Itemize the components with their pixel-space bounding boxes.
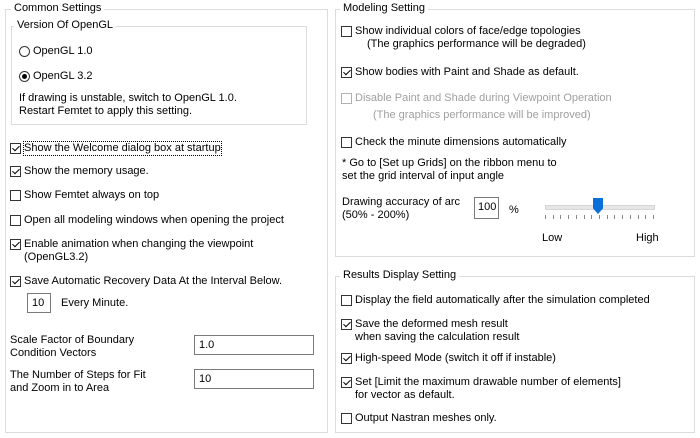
checkbox-checked-icon xyxy=(10,276,21,287)
nastran-only-label: Output Nastran meshes only. xyxy=(355,412,497,424)
slider-tick xyxy=(653,215,654,219)
recovery-interval-input[interactable]: 10 xyxy=(27,293,51,313)
checkbox-disabled-icon xyxy=(341,93,352,104)
checkbox-icon xyxy=(341,295,352,306)
checkbox-checked-icon xyxy=(10,143,21,154)
enable-animation-label-line1: Enable animation when changing the viewpoint xyxy=(24,238,254,250)
limit-elements-checkbox[interactable] xyxy=(341,376,621,402)
grid-note-line1: * Go to [Set up Grids] on the ribbon menu to xyxy=(342,157,557,169)
display-field-checkbox[interactable] xyxy=(341,294,650,307)
femtet-on-top-label: Show Femtet always on top xyxy=(24,189,160,201)
slider-tick xyxy=(553,215,554,219)
minute-dims-label: Check the minute dimensions automatically xyxy=(355,136,567,148)
opengl-10-radio[interactable] xyxy=(19,45,93,58)
opengl-note-line1: If drawing is unstable, switch to OpenGL 1.0. xyxy=(19,92,237,104)
slider-tick xyxy=(622,215,623,219)
slider-high-label: High xyxy=(636,232,659,244)
save-deformed-checkbox[interactable] xyxy=(341,318,519,344)
common-settings-title: Common Settings xyxy=(11,2,104,15)
open-all-windows-checkbox[interactable] xyxy=(10,214,284,227)
slider-tick xyxy=(584,215,585,219)
femtet-on-top-checkbox[interactable] xyxy=(10,189,159,202)
checkbox-checked-icon xyxy=(10,166,21,177)
opengl-10-label: OpenGL 1.0 xyxy=(33,45,93,57)
opengl-version-title: Version Of OpenGL xyxy=(14,19,116,32)
individual-colors-checkbox[interactable] xyxy=(341,25,586,51)
slider-tick xyxy=(607,215,608,219)
paint-shade-checkbox[interactable] xyxy=(341,66,579,79)
enable-animation-checkbox[interactable] xyxy=(10,238,253,264)
save-deformed-label-line1: Save the deformed mesh result xyxy=(355,318,508,330)
slider-tick xyxy=(560,215,561,219)
arc-accuracy-unit: % xyxy=(509,204,519,216)
slider-tick xyxy=(591,215,592,219)
auto-recovery-checkbox[interactable] xyxy=(10,275,282,288)
zoom-steps-label-line2: and Zoom in to Area xyxy=(10,382,110,394)
checkbox-icon xyxy=(341,137,352,148)
disable-paint-label-line2: (The graphics performance will be improved) xyxy=(373,109,591,121)
checkbox-icon xyxy=(10,215,21,226)
recovery-interval-unit: Every Minute. xyxy=(61,297,129,309)
radio-selected-icon xyxy=(19,71,30,82)
opengl-note-line2: Restart Femtet to apply this setting. xyxy=(19,105,193,117)
radio-circle-icon xyxy=(19,46,30,57)
scale-factor-input[interactable]: 1.0 xyxy=(194,335,314,355)
opengl-32-radio[interactable] xyxy=(19,70,93,83)
checkbox-checked-icon xyxy=(341,353,352,364)
checkbox-icon xyxy=(341,413,352,424)
show-welcome-checkbox[interactable] xyxy=(10,142,221,155)
slider-low-label: Low xyxy=(542,232,563,244)
checkbox-checked-icon xyxy=(341,377,352,388)
arc-accuracy-label-line1: Drawing accuracy of arc xyxy=(342,196,460,208)
results-display-title: Results Display Setting xyxy=(340,269,459,282)
disable-paint-label-line1: Disable Paint and Shade during Viewpoint Operation xyxy=(355,92,612,104)
slider-tick xyxy=(545,215,546,219)
scale-factor-label-line2: Condition Vectors xyxy=(10,347,97,359)
slider-tick xyxy=(645,215,646,219)
checkbox-icon xyxy=(341,26,352,37)
minute-dims-checkbox[interactable] xyxy=(341,136,567,149)
checkbox-checked-icon xyxy=(341,67,352,78)
nastran-only-checkbox[interactable] xyxy=(341,412,497,425)
show-welcome-label: Show the Welcome dialog box at startup xyxy=(24,142,221,154)
slider-tick xyxy=(638,215,639,219)
show-memory-checkbox[interactable] xyxy=(10,165,149,178)
slider-tick xyxy=(630,215,631,219)
zoom-steps-input[interactable]: 10 xyxy=(194,369,314,389)
slider-tick xyxy=(576,215,577,219)
show-memory-label: Show the memory usage. xyxy=(24,165,149,177)
paint-shade-label: Show bodies with Paint and Shade as default. xyxy=(355,66,579,78)
slider-tick xyxy=(614,215,615,219)
auto-recovery-label: Save Automatic Recovery Data At the Interval Below. xyxy=(24,275,283,287)
scale-factor-label-line1: Scale Factor of Boundary xyxy=(10,334,135,346)
high-speed-checkbox[interactable] xyxy=(341,352,556,365)
opengl-32-label: OpenGL 3.2 xyxy=(33,70,93,82)
grid-note-line2: set the grid interval of input angle xyxy=(342,170,505,182)
limit-elements-label-line1: Set [Limit the maximum drawable number of elements] xyxy=(355,376,621,388)
checkbox-checked-icon xyxy=(10,239,21,250)
checkbox-checked-icon xyxy=(341,319,352,330)
arc-accuracy-label-line2: (50% - 200%) xyxy=(342,209,410,221)
slider-tick xyxy=(599,215,600,219)
modeling-setting-title: Modeling Setting xyxy=(340,2,428,15)
zoom-steps-label-line1: The Number of Steps for Fit xyxy=(10,369,146,381)
open-all-windows-label: Open all modeling windows when opening the project xyxy=(24,214,284,226)
display-field-label: Display the field automatically after the simulation completed xyxy=(355,294,650,306)
high-speed-label: High-speed Mode (switch it off if instable) xyxy=(355,352,556,364)
slider-tick xyxy=(568,215,569,219)
arc-accuracy-input[interactable]: 100 xyxy=(474,197,499,219)
checkbox-icon xyxy=(10,190,21,201)
individual-colors-label-line1: Show individual colors of face/edge topologies xyxy=(355,25,581,37)
individual-colors-label-line2: (The graphics performance will be degraded) xyxy=(367,38,586,50)
save-deformed-label-line2: when saving the calculation result xyxy=(355,331,520,343)
limit-elements-label-line2: for vector as default. xyxy=(355,389,455,401)
disable-paint-checkbox[interactable] xyxy=(341,92,612,122)
enable-animation-label-line2: (OpenGL3.2) xyxy=(24,251,89,263)
